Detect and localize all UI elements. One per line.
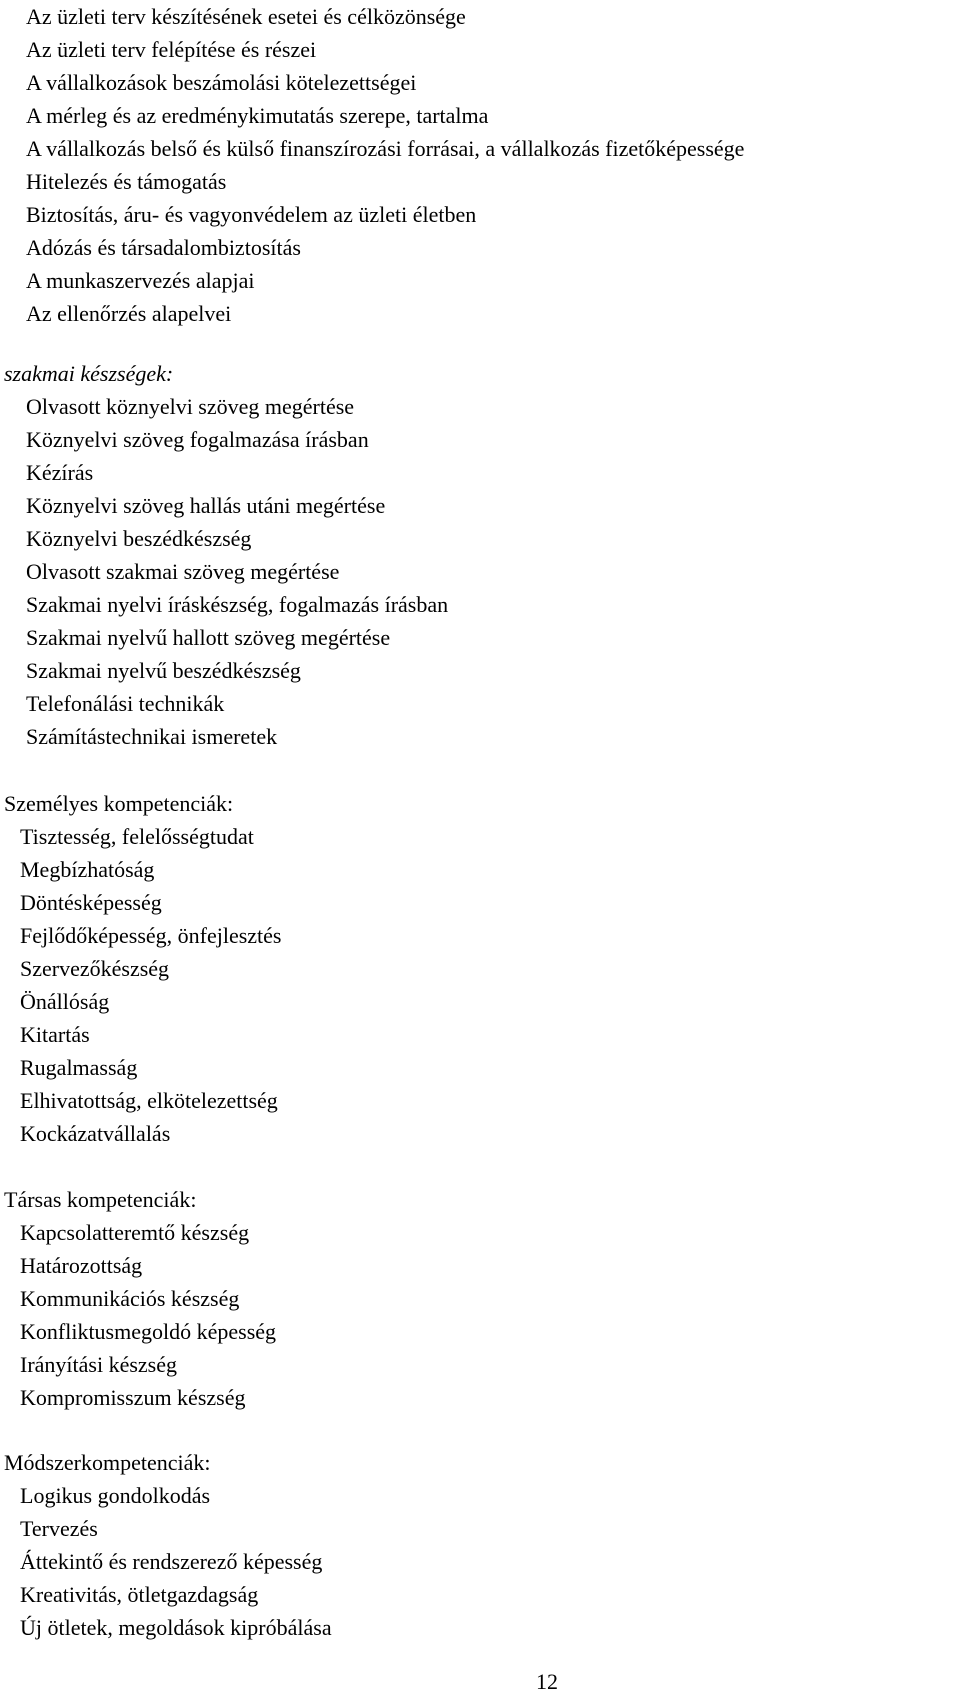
list-item: Tisztesség, felelősségtudat	[20, 824, 254, 849]
list-item: Rugalmasság	[20, 1055, 138, 1080]
list-item: Köznyelvi szöveg fogalmazása írásban	[26, 427, 369, 452]
section-heading: Személyes kompetenciák:	[4, 791, 234, 816]
section-heading: Módszerkompetenciák:	[4, 1450, 211, 1475]
list-item: Számítástechnikai ismeretek	[26, 724, 278, 749]
list-item: Olvasott köznyelvi szöveg megértése	[26, 394, 355, 419]
list-item: Szervezőkészség	[20, 956, 170, 981]
list-item: Határozottság	[20, 1253, 143, 1278]
list-item: Új ötletek, megoldások kipróbálása	[20, 1615, 332, 1640]
list-item: Szakmai nyelvi íráskészség, fogalmazás írásban	[26, 592, 449, 617]
list-item: Önállóság	[20, 989, 110, 1014]
list-item: Kreativitás, ötletgazdagság	[20, 1582, 259, 1607]
list-item: Kézírás	[26, 460, 94, 485]
list-item: Az üzleti terv felépítése és részei	[26, 37, 317, 62]
list-item: Megbízhatóság	[20, 857, 155, 882]
list-item: A vállalkozás belső és külső finanszírozási forrásai, a vállalkozás fizetőképessége	[26, 136, 745, 161]
section-heading: szakmai készségek:	[4, 361, 174, 386]
list-item: A munkaszervezés alapjai	[26, 268, 255, 293]
list-item: Szakmai nyelvű hallott szöveg megértése	[26, 625, 391, 650]
list-item: A mérleg és az eredménykimutatás szerepe, tartalma	[26, 103, 489, 128]
list-item: Irányítási készség	[20, 1352, 177, 1377]
list-item: Kapcsolatteremtő készség	[20, 1220, 250, 1245]
list-item: Szakmai nyelvű beszédkészség	[26, 658, 301, 683]
list-item: Döntésképesség	[20, 890, 162, 915]
list-item: Tervezés	[20, 1516, 98, 1541]
list-item: Telefonálási technikák	[26, 691, 225, 716]
list-item: Elhivatottság, elkötelezettség	[20, 1088, 278, 1113]
page-number: 12	[536, 1669, 558, 1694]
list-item: Konfliktusmegoldó képesség	[20, 1319, 277, 1344]
list-item: Logikus gondolkodás	[20, 1483, 211, 1508]
list-item: Adózás és társadalombiztosítás	[26, 235, 301, 260]
topics-list	[0, 0, 960, 330]
skills-section	[0, 357, 960, 753]
list-item: Fejlődőképesség, önfejlesztés	[20, 923, 282, 948]
list-item: A vállalkozások beszámolási kötelezettségei	[26, 70, 417, 95]
list-item: Kitartás	[20, 1022, 90, 1047]
personal-competencies-section	[0, 787, 960, 1150]
list-item: Olvasott szakmai szöveg megértése	[26, 559, 340, 584]
section-heading: Társas kompetenciák:	[4, 1187, 197, 1212]
list-item: Biztosítás, áru- és vagyonvédelem az üzleti életben	[26, 202, 477, 227]
list-item: Köznyelvi szöveg hallás utáni megértése	[26, 493, 386, 518]
list-item: Kommunikációs készség	[20, 1286, 240, 1311]
list-item: Áttekintő és rendszerező képesség	[20, 1549, 323, 1574]
list-item: Az ellenőrzés alapelvei	[26, 301, 232, 326]
social-competencies-section	[0, 1183, 960, 1414]
list-item: Hitelezés és támogatás	[26, 169, 227, 194]
method-competencies-section	[0, 1446, 960, 1644]
list-item: Az üzleti terv készítésének esetei és célközönsége	[26, 4, 466, 29]
list-item: Kompromisszum készség	[20, 1385, 246, 1410]
list-item: Köznyelvi beszédkészség	[26, 526, 252, 551]
list-item: Kockázatvállalás	[20, 1121, 171, 1146]
